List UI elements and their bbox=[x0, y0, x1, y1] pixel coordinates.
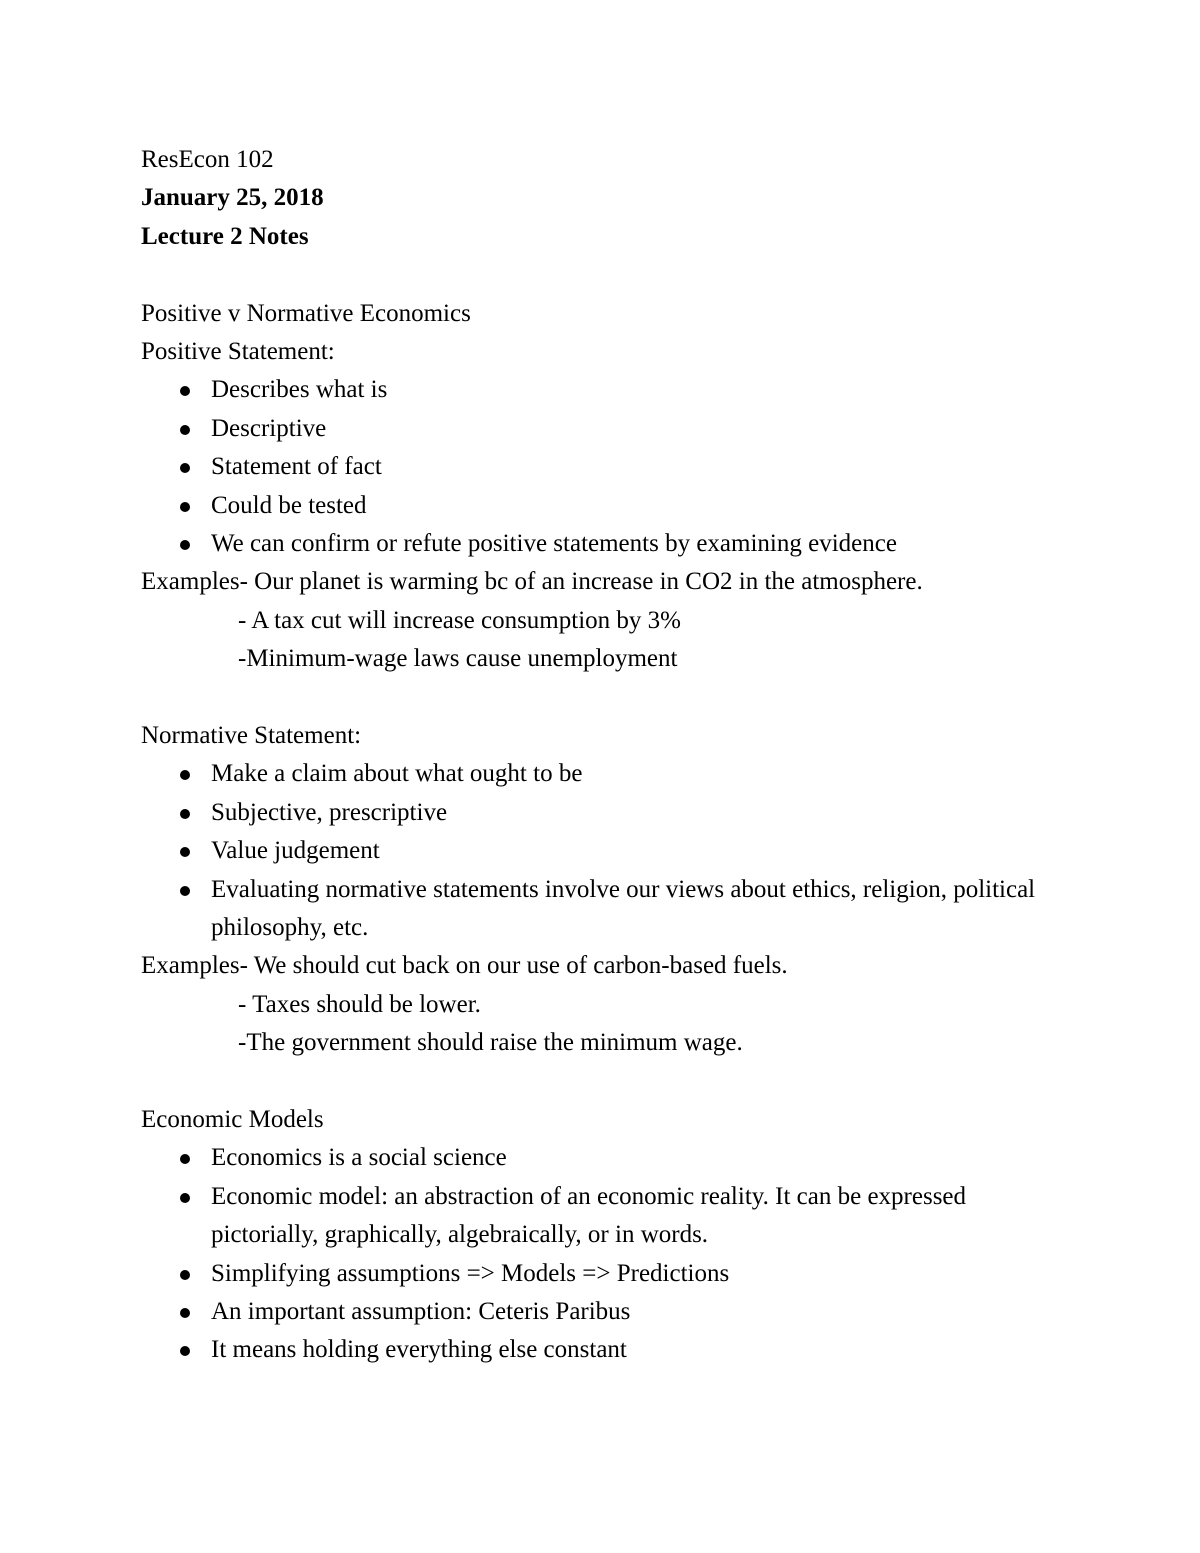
positive-examples-line: Examples- Our planet is warming bc of an increase in CO2 in the atmosphere. bbox=[141, 568, 923, 596]
positive-bullet-list bbox=[141, 371, 1061, 563]
normative-examples-line: Examples- We should cut back on our use of carbon-based fuels. bbox=[141, 952, 788, 980]
bullet-icon bbox=[180, 386, 190, 396]
bullet-icon bbox=[180, 1308, 190, 1318]
normative-statement-label: Normative Statement: bbox=[141, 721, 362, 749]
section-heading-positive-normative: Positive v Normative Economics bbox=[141, 299, 471, 327]
list-item-text: Descriptive bbox=[211, 414, 327, 442]
list-item bbox=[141, 1255, 1061, 1293]
bullet-icon bbox=[180, 502, 190, 512]
list-item-text: Economic model: an abstraction of an economic reality. It can be expressed pictorially, graphically, algebraically, or in words. bbox=[211, 1182, 967, 1249]
list-item-text: Economics is a social science bbox=[211, 1144, 507, 1172]
positive-example-item: -Minimum-wage laws cause unemployment bbox=[238, 645, 678, 673]
list-item bbox=[141, 448, 1061, 486]
bullet-icon bbox=[180, 425, 190, 435]
normative-example-item: - Taxes should be lower. bbox=[238, 990, 481, 1018]
list-item bbox=[141, 410, 1061, 448]
list-item bbox=[141, 1139, 1061, 1177]
models-bullet-list bbox=[141, 1139, 1061, 1369]
list-item bbox=[141, 1178, 1061, 1255]
bullet-icon bbox=[180, 886, 190, 896]
list-item bbox=[141, 871, 1061, 948]
positive-statement-label: Positive Statement: bbox=[141, 337, 335, 365]
document-body bbox=[141, 141, 1061, 1370]
list-item-text: Evaluating normative statements involve our views about ethics, religion, political philosophy, etc. bbox=[211, 875, 1036, 941]
bullet-icon bbox=[180, 463, 190, 473]
list-item bbox=[141, 794, 1061, 832]
list-item-text: Subjective, prescriptive bbox=[211, 798, 448, 826]
bullet-icon bbox=[180, 540, 190, 550]
list-item-text: Could be tested bbox=[211, 491, 367, 519]
normative-bullet-list bbox=[141, 755, 1061, 947]
bullet-icon bbox=[180, 1193, 190, 1203]
bullet-icon bbox=[180, 770, 190, 780]
section-heading-economic-models: Economic Models bbox=[141, 1105, 324, 1133]
page-title: Lecture 2 Notes bbox=[141, 222, 309, 250]
list-item bbox=[141, 487, 1061, 525]
list-item bbox=[141, 371, 1061, 409]
list-item bbox=[141, 832, 1061, 870]
bullet-icon bbox=[180, 847, 190, 857]
list-item bbox=[141, 1293, 1061, 1331]
list-item-text: An important assumption: Ceteris Paribus bbox=[211, 1297, 631, 1325]
list-item bbox=[141, 525, 1061, 563]
list-item-text: Describes what is bbox=[211, 376, 388, 404]
list-item bbox=[141, 755, 1061, 793]
normative-example-item: -The government should raise the minimum wage. bbox=[238, 1029, 743, 1057]
bullet-icon bbox=[180, 809, 190, 819]
list-item-text: Statement of fact bbox=[211, 453, 382, 481]
course-code: ResEcon 102 bbox=[141, 146, 274, 173]
list-item bbox=[141, 1331, 1061, 1369]
lecture-date: January 25, 2018 bbox=[141, 184, 324, 212]
positive-example-item: - A tax cut will increase consumption by 3% bbox=[238, 606, 681, 634]
spacer bbox=[141, 679, 1061, 717]
list-item-text: Simplifying assumptions => Models => Predictions bbox=[211, 1259, 730, 1287]
list-item-text: Value judgement bbox=[211, 837, 380, 865]
bullet-icon bbox=[180, 1154, 190, 1164]
spacer bbox=[141, 1063, 1061, 1101]
list-item-text: It means holding everything else constant bbox=[211, 1336, 627, 1364]
spacer bbox=[141, 256, 1061, 294]
list-item-text: We can confirm or refute positive statements by examining evidence bbox=[211, 529, 897, 557]
list-item-text: Make a claim about what ought to be bbox=[211, 760, 583, 788]
bullet-icon bbox=[180, 1346, 190, 1356]
bullet-icon bbox=[180, 1270, 190, 1280]
